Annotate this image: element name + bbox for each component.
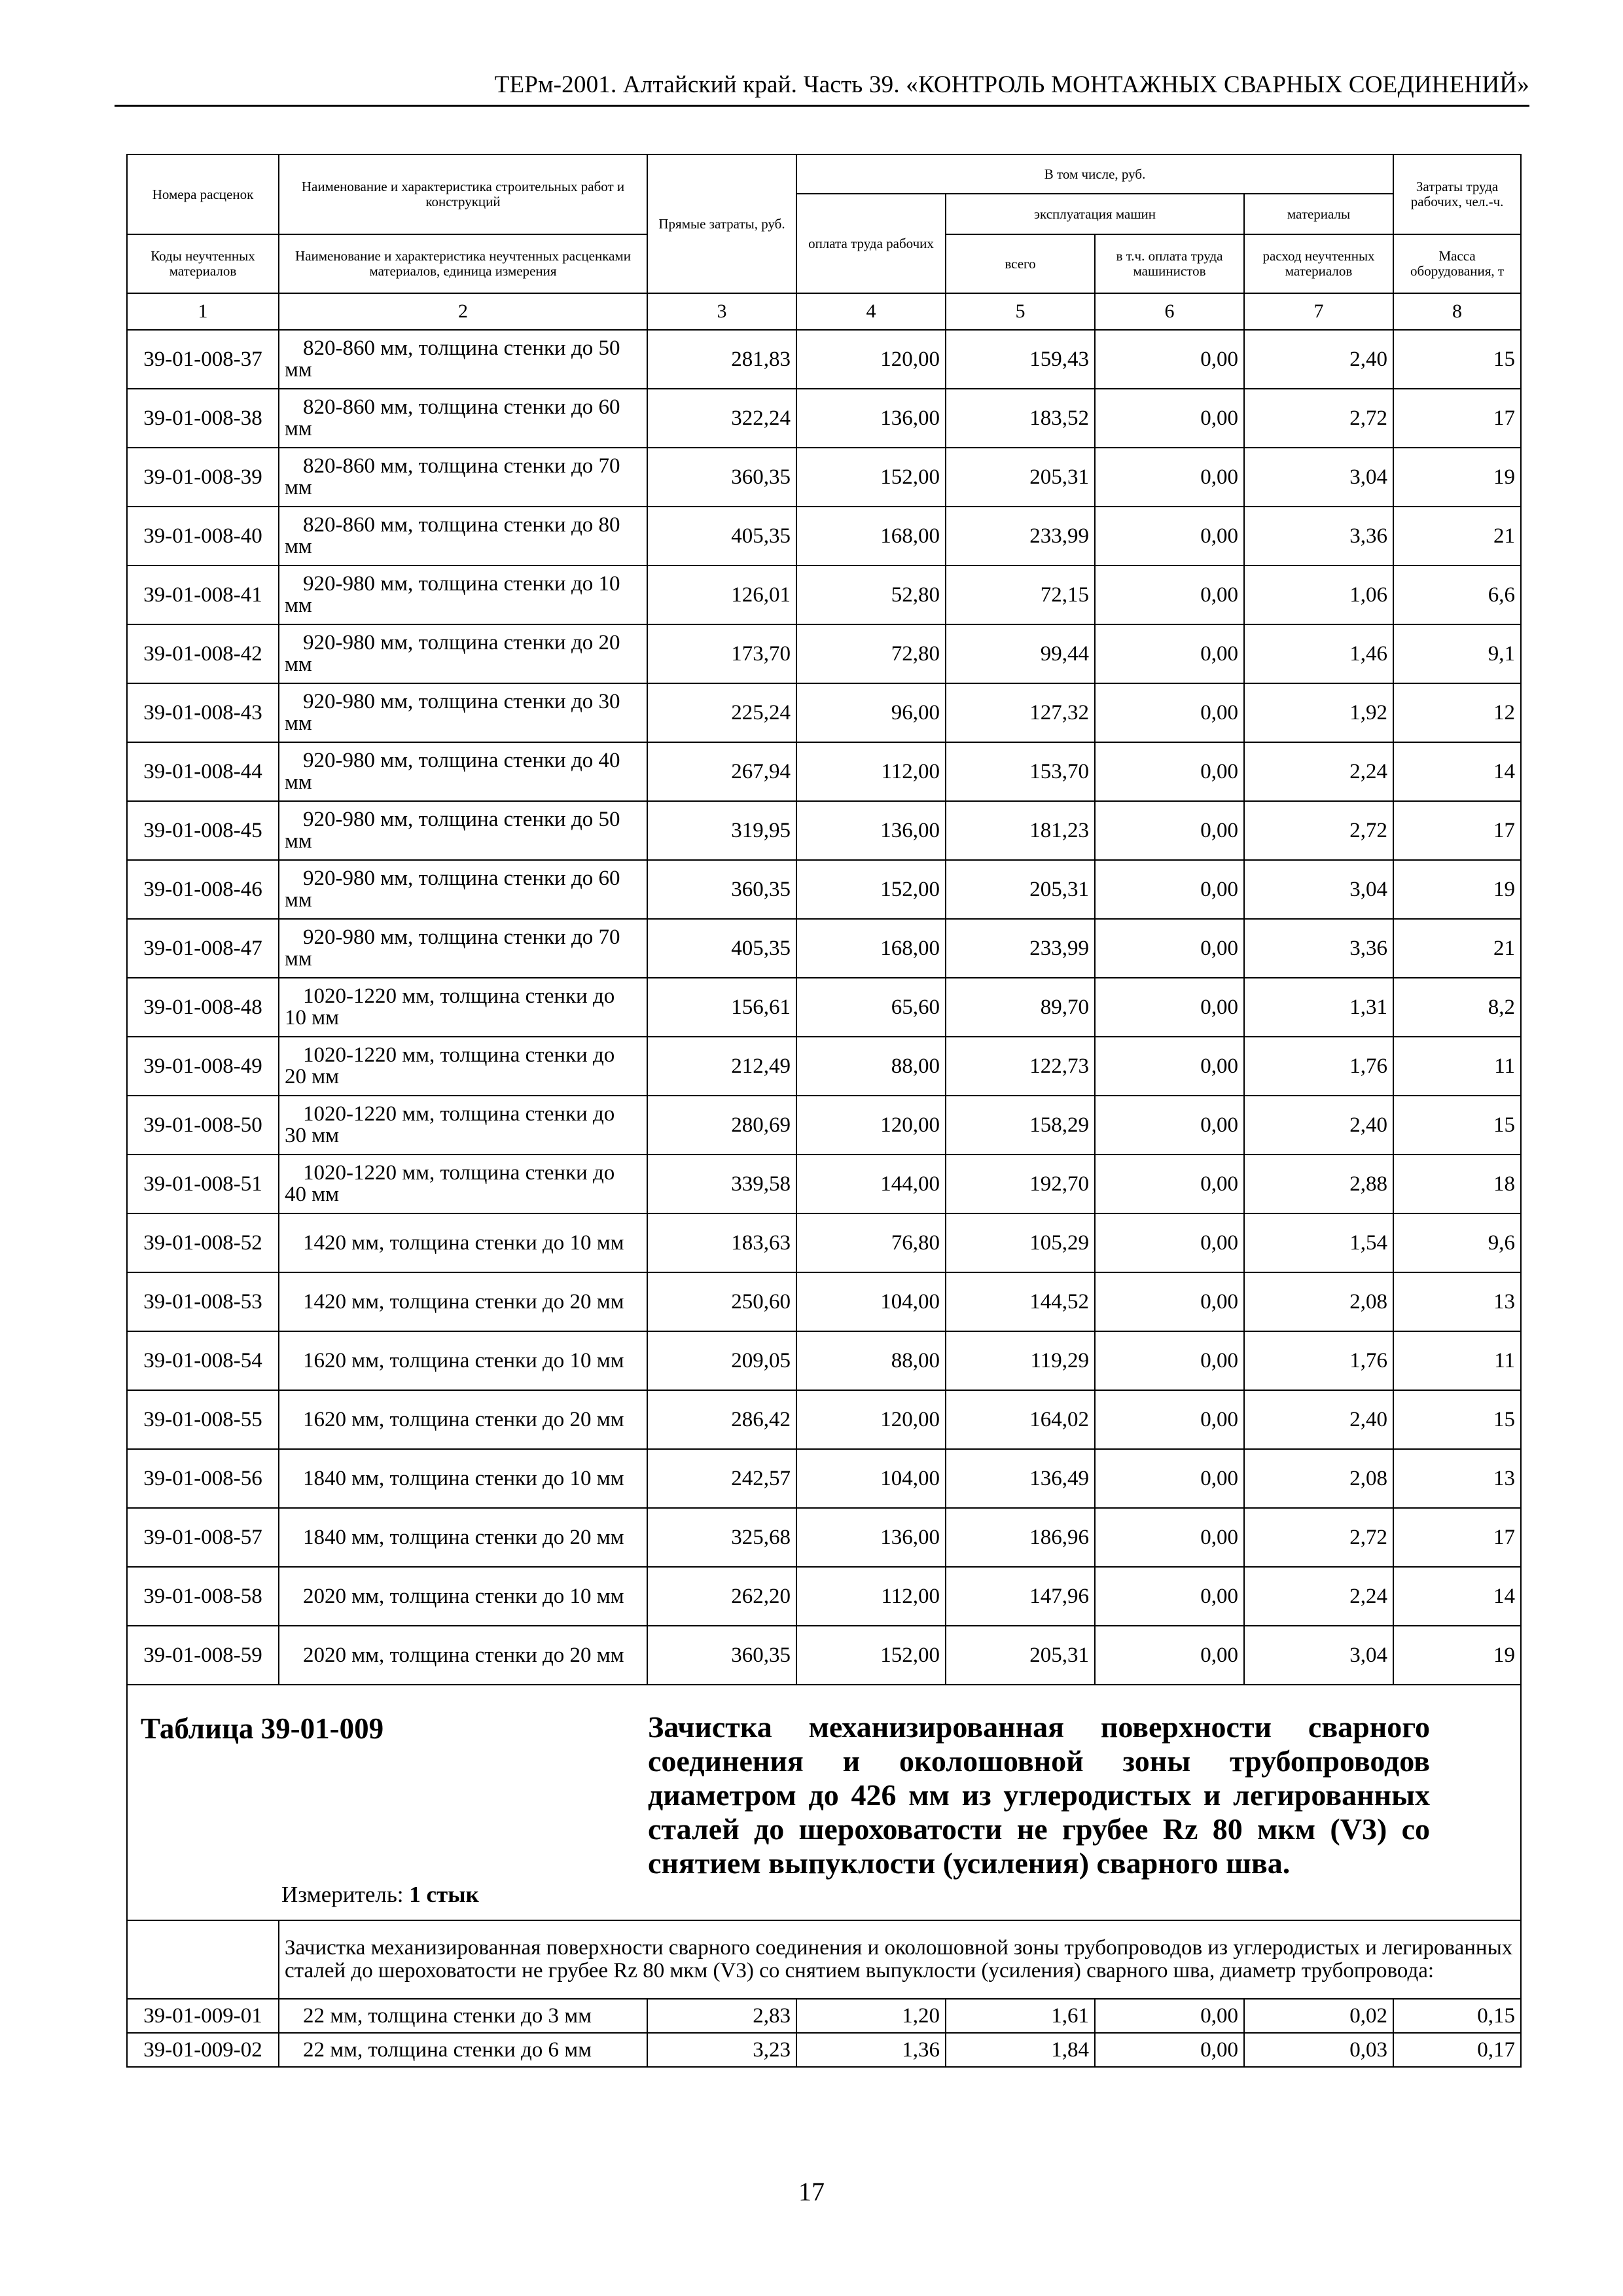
rate-code-cell: 39-01-008-59 <box>127 1626 279 1685</box>
labor-hours-cell: 11 <box>1393 1037 1521 1096</box>
materials-cost-cell: 1,46 <box>1244 624 1393 683</box>
direct-costs-cell: 156,61 <box>647 978 796 1037</box>
table-009-label: Таблица 39-01-009 <box>141 1712 384 1745</box>
rate-name-cell: 1840 мм, толщина стенки до 20 мм <box>279 1508 647 1567</box>
direct-costs-cell: 281,83 <box>647 330 796 389</box>
materials-cost-cell: 0,02 <box>1244 1999 1393 2033</box>
col-number: 8 <box>1393 293 1521 330</box>
rate-name-cell: 820-860 мм, толщина стенки до 80 мм <box>279 507 647 565</box>
table-row <box>127 978 1521 1037</box>
direct-costs-cell: 173,70 <box>647 624 796 683</box>
machine-total-cell: 233,99 <box>946 919 1095 978</box>
machine-total-cell: 89,70 <box>946 978 1095 1037</box>
rate-code-cell: 39-01-008-47 <box>127 919 279 978</box>
table-row <box>127 919 1521 978</box>
machine-total-cell: 159,43 <box>946 330 1095 389</box>
direct-costs-cell: 286,42 <box>647 1390 796 1449</box>
col-number: 3 <box>647 293 796 330</box>
direct-costs-cell: 322,24 <box>647 389 796 448</box>
machinist-pay-cell: 0,00 <box>1095 801 1244 860</box>
col-machine-operation: эксплуатация машин <box>946 194 1244 234</box>
labor-hours-cell: 17 <box>1393 1508 1521 1567</box>
col-number: 5 <box>946 293 1095 330</box>
meter-label: Измеритель: <box>281 1882 404 1907</box>
machinist-pay-cell: 0,00 <box>1095 448 1244 507</box>
labor-hours-cell: 14 <box>1393 742 1521 801</box>
rate-name-cell: 820-860 мм, толщина стенки до 50 мм <box>279 330 647 389</box>
labor-pay-cell: 168,00 <box>796 919 946 978</box>
labor-hours-cell: 14 <box>1393 1567 1521 1626</box>
machine-total-cell: 1,84 <box>946 2033 1095 2067</box>
materials-cost-cell: 2,08 <box>1244 1272 1393 1331</box>
machinist-pay-cell: 0,00 <box>1095 978 1244 1037</box>
rate-name-cell: 920-980 мм, толщина стенки до 10 мм <box>279 565 647 624</box>
rate-name-cell: 1620 мм, толщина стенки до 20 мм <box>279 1390 647 1449</box>
rate-code-cell: 39-01-008-48 <box>127 978 279 1037</box>
machinist-pay-cell: 0,00 <box>1095 860 1244 919</box>
materials-cost-cell: 2,72 <box>1244 1508 1393 1567</box>
table-row <box>127 507 1521 565</box>
rate-name-cell: 1420 мм, толщина стенки до 20 мм <box>279 1272 647 1331</box>
table-row <box>127 1272 1521 1331</box>
table-row <box>127 1390 1521 1449</box>
rate-code-cell: 39-01-008-41 <box>127 565 279 624</box>
labor-pay-cell: 88,00 <box>796 1331 946 1390</box>
table-row <box>127 2033 1521 2067</box>
machinist-pay-cell: 0,00 <box>1095 2033 1244 2067</box>
table-row <box>127 860 1521 919</box>
machinist-pay-cell: 0,00 <box>1095 1390 1244 1449</box>
machinist-pay-cell: 0,00 <box>1095 1331 1244 1390</box>
rate-name-cell: 22 мм, толщина стенки до 3 мм <box>279 1999 647 2033</box>
materials-cost-cell: 2,24 <box>1244 742 1393 801</box>
labor-hours-cell: 9,6 <box>1393 1213 1521 1272</box>
rate-code-cell: 39-01-009-01 <box>127 1999 279 2033</box>
materials-cost-cell: 1,06 <box>1244 565 1393 624</box>
direct-costs-cell: 2,83 <box>647 1999 796 2033</box>
machinist-pay-cell: 0,00 <box>1095 1037 1244 1096</box>
table-row <box>127 1096 1521 1155</box>
machinist-pay-cell: 0,00 <box>1095 919 1244 978</box>
table-row <box>127 448 1521 507</box>
rate-code-cell: 39-01-008-49 <box>127 1037 279 1096</box>
rate-name-cell: 920-980 мм, толщина стенки до 50 мм <box>279 801 647 860</box>
labor-hours-cell: 0,17 <box>1393 2033 1521 2067</box>
rate-code-cell: 39-01-008-50 <box>127 1096 279 1155</box>
direct-costs-cell: 250,60 <box>647 1272 796 1331</box>
rate-name-cell: 1840 мм, толщина стенки до 10 мм <box>279 1449 647 1508</box>
materials-cost-cell: 2,72 <box>1244 801 1393 860</box>
direct-costs-cell: 360,35 <box>647 1626 796 1685</box>
labor-pay-cell: 104,00 <box>796 1449 946 1508</box>
rate-code-cell: 39-01-008-40 <box>127 507 279 565</box>
col-machinist-pay: в т.ч. оплата труда машинистов <box>1095 234 1244 293</box>
rate-code-cell: 39-01-008-54 <box>127 1331 279 1390</box>
machine-total-cell: 192,70 <box>946 1155 1095 1213</box>
labor-pay-cell: 120,00 <box>796 1096 946 1155</box>
machinist-pay-cell: 0,00 <box>1095 389 1244 448</box>
col-work-name: Наименование и характеристика строительных работ и конструкций <box>279 154 647 234</box>
machinist-pay-cell: 0,00 <box>1095 1096 1244 1155</box>
rate-name-cell: 820-860 мм, толщина стенки до 70 мм <box>279 448 647 507</box>
header-rule <box>115 105 1529 107</box>
labor-hours-cell: 19 <box>1393 860 1521 919</box>
labor-pay-cell: 152,00 <box>796 448 946 507</box>
col-number: 6 <box>1095 293 1244 330</box>
table-row <box>127 330 1521 389</box>
rate-name-cell: 920-980 мм, толщина стенки до 20 мм <box>279 624 647 683</box>
labor-pay-cell: 144,00 <box>796 1155 946 1213</box>
labor-hours-cell: 21 <box>1393 507 1521 565</box>
rate-code-cell: 39-01-008-44 <box>127 742 279 801</box>
labor-hours-cell: 15 <box>1393 1096 1521 1155</box>
direct-costs-cell: 209,05 <box>647 1331 796 1390</box>
machinist-pay-cell: 0,00 <box>1095 1999 1244 2033</box>
direct-costs-cell: 360,35 <box>647 860 796 919</box>
machinist-pay-cell: 0,00 <box>1095 1626 1244 1685</box>
rate-code-cell: 39-01-008-37 <box>127 330 279 389</box>
labor-hours-cell: 11 <box>1393 1331 1521 1390</box>
labor-pay-cell: 152,00 <box>796 860 946 919</box>
col-number: 4 <box>796 293 946 330</box>
machinist-pay-cell: 0,00 <box>1095 1213 1244 1272</box>
rate-name-cell: 920-980 мм, толщина стенки до 70 мм <box>279 919 647 978</box>
direct-costs-cell: 212,49 <box>647 1037 796 1096</box>
col-number: 1 <box>127 293 279 330</box>
rate-code-cell: 39-01-008-45 <box>127 801 279 860</box>
machinist-pay-cell: 0,00 <box>1095 1567 1244 1626</box>
machine-total-cell: 1,61 <box>946 1999 1095 2033</box>
machine-total-cell: 99,44 <box>946 624 1095 683</box>
rate-code-cell: 39-01-008-55 <box>127 1390 279 1449</box>
labor-pay-cell: 112,00 <box>796 1567 946 1626</box>
labor-pay-cell: 136,00 <box>796 1508 946 1567</box>
labor-pay-cell: 104,00 <box>796 1272 946 1331</box>
table-row <box>127 1626 1521 1685</box>
materials-cost-cell: 3,04 <box>1244 448 1393 507</box>
desc-empty-cell <box>127 1920 279 1999</box>
table-row <box>127 1331 1521 1390</box>
labor-pay-cell: 1,20 <box>796 1999 946 2033</box>
labor-pay-cell: 88,00 <box>796 1037 946 1096</box>
machinist-pay-cell: 0,00 <box>1095 1155 1244 1213</box>
labor-hours-cell: 15 <box>1393 330 1521 389</box>
table-row <box>127 1213 1521 1272</box>
rate-name-cell: 1620 мм, толщина стенки до 10 мм <box>279 1331 647 1390</box>
direct-costs-cell: 280,69 <box>647 1096 796 1155</box>
machine-total-cell: 127,32 <box>946 683 1095 742</box>
table-row <box>127 1155 1521 1213</box>
col-material-codes: Коды неучтенных материалов <box>127 234 279 293</box>
materials-cost-cell: 2,40 <box>1244 1096 1393 1155</box>
labor-hours-cell: 12 <box>1393 683 1521 742</box>
machine-total-cell: 119,29 <box>946 1331 1095 1390</box>
materials-cost-cell: 3,36 <box>1244 919 1393 978</box>
labor-hours-cell: 8,2 <box>1393 978 1521 1037</box>
rate-name-cell: 1020-1220 мм, толщина стенки до 10 мм <box>279 978 647 1037</box>
labor-pay-cell: 72,80 <box>796 624 946 683</box>
machine-total-cell: 153,70 <box>946 742 1095 801</box>
direct-costs-cell: 405,35 <box>647 507 796 565</box>
col-number: 7 <box>1244 293 1393 330</box>
rate-code-cell: 39-01-008-51 <box>127 1155 279 1213</box>
direct-costs-cell: 3,23 <box>647 2033 796 2067</box>
rate-name-cell: 2020 мм, толщина стенки до 10 мм <box>279 1567 647 1626</box>
labor-hours-cell: 18 <box>1393 1155 1521 1213</box>
rate-name-cell: 820-860 мм, толщина стенки до 60 мм <box>279 389 647 448</box>
machine-total-cell: 205,31 <box>946 448 1095 507</box>
materials-cost-cell: 1,76 <box>1244 1037 1393 1096</box>
col-number: 2 <box>279 293 647 330</box>
machine-total-cell: 136,49 <box>946 1449 1095 1508</box>
machinist-pay-cell: 0,00 <box>1095 1449 1244 1508</box>
rate-name-cell: 920-980 мм, толщина стенки до 30 мм <box>279 683 647 742</box>
col-including: В том числе, руб. <box>796 154 1393 194</box>
materials-cost-cell: 3,36 <box>1244 507 1393 565</box>
table-row <box>127 683 1521 742</box>
labor-hours-cell: 21 <box>1393 919 1521 978</box>
machine-total-cell: 183,52 <box>946 389 1095 448</box>
rate-code-cell: 39-01-008-52 <box>127 1213 279 1272</box>
labor-pay-cell: 136,00 <box>796 801 946 860</box>
direct-costs-cell: 360,35 <box>647 448 796 507</box>
labor-pay-cell: 96,00 <box>796 683 946 742</box>
direct-costs-cell: 242,57 <box>647 1449 796 1508</box>
table-row <box>127 389 1521 448</box>
direct-costs-cell: 183,63 <box>647 1213 796 1272</box>
labor-pay-cell: 120,00 <box>796 330 946 389</box>
machine-total-cell: 122,73 <box>946 1037 1095 1096</box>
machine-total-cell: 72,15 <box>946 565 1095 624</box>
table-row <box>127 801 1521 860</box>
machine-total-cell: 164,02 <box>946 1390 1095 1449</box>
rate-name-cell: 1020-1220 мм, толщина стенки до 20 мм <box>279 1037 647 1096</box>
machinist-pay-cell: 0,00 <box>1095 507 1244 565</box>
labor-hours-cell: 13 <box>1393 1272 1521 1331</box>
machine-total-cell: 205,31 <box>946 1626 1095 1685</box>
machine-total-cell: 105,29 <box>946 1213 1095 1272</box>
rate-code-cell: 39-01-008-56 <box>127 1449 279 1508</box>
rate-code-cell: 39-01-008-42 <box>127 624 279 683</box>
labor-pay-cell: 152,00 <box>796 1626 946 1685</box>
table-row <box>127 1037 1521 1096</box>
labor-hours-cell: 19 <box>1393 448 1521 507</box>
machinist-pay-cell: 0,00 <box>1095 742 1244 801</box>
materials-cost-cell: 1,76 <box>1244 1331 1393 1390</box>
rate-name-cell: 1420 мм, толщина стенки до 10 мм <box>279 1213 647 1272</box>
materials-cost-cell: 2,40 <box>1244 1390 1393 1449</box>
labor-hours-cell: 19 <box>1393 1626 1521 1685</box>
rate-code-cell: 39-01-008-53 <box>127 1272 279 1331</box>
machine-total-cell: 181,23 <box>946 801 1095 860</box>
materials-cost-cell: 1,31 <box>1244 978 1393 1037</box>
labor-hours-cell: 0,15 <box>1393 1999 1521 2033</box>
rate-code-cell: 39-01-008-43 <box>127 683 279 742</box>
labor-pay-cell: 76,80 <box>796 1213 946 1272</box>
labor-pay-cell: 1,36 <box>796 2033 946 2067</box>
machinist-pay-cell: 0,00 <box>1095 565 1244 624</box>
materials-cost-cell: 1,54 <box>1244 1213 1393 1272</box>
machine-total-cell: 158,29 <box>946 1096 1095 1155</box>
machine-total-cell: 205,31 <box>946 860 1095 919</box>
machinist-pay-cell: 0,00 <box>1095 330 1244 389</box>
rate-name-cell: 22 мм, толщина стенки до 6 мм <box>279 2033 647 2067</box>
col-equipment-mass: Масса оборудования, т <box>1393 234 1521 293</box>
col-direct-costs: Прямые затраты, руб. <box>647 154 796 293</box>
running-header: ТЕРм-2001. Алтайский край. Часть 39. «КОНТРОЛЬ МОНТАЖНЫХ СВАРНЫХ СОЕДИНЕНИЙ» <box>494 71 1529 98</box>
machinist-pay-cell: 0,00 <box>1095 624 1244 683</box>
rate-code-cell: 39-01-008-58 <box>127 1567 279 1626</box>
labor-pay-cell: 136,00 <box>796 389 946 448</box>
direct-costs-cell: 325,68 <box>647 1508 796 1567</box>
labor-hours-cell: 6,6 <box>1393 565 1521 624</box>
direct-costs-cell: 319,95 <box>647 801 796 860</box>
rates-table <box>126 154 1522 2068</box>
rate-code-cell: 39-01-008-46 <box>127 860 279 919</box>
materials-cost-cell: 1,92 <box>1244 683 1393 742</box>
table-row <box>127 624 1521 683</box>
materials-cost-cell: 2,88 <box>1244 1155 1393 1213</box>
materials-cost-cell: 0,03 <box>1244 2033 1393 2067</box>
table-row <box>127 1567 1521 1626</box>
direct-costs-cell: 225,24 <box>647 683 796 742</box>
labor-pay-cell: 168,00 <box>796 507 946 565</box>
labor-hours-cell: 17 <box>1393 801 1521 860</box>
rate-name-cell: 2020 мм, толщина стенки до 20 мм <box>279 1626 647 1685</box>
table-row <box>127 565 1521 624</box>
rate-name-cell: 1020-1220 мм, толщина стенки до 30 мм <box>279 1096 647 1155</box>
labor-pay-cell: 112,00 <box>796 742 946 801</box>
labor-pay-cell: 65,60 <box>796 978 946 1037</box>
materials-cost-cell: 2,08 <box>1244 1449 1393 1508</box>
materials-cost-cell: 2,40 <box>1244 330 1393 389</box>
materials-cost-cell: 3,04 <box>1244 1626 1393 1685</box>
rate-name-cell: 1020-1220 мм, толщина стенки до 40 мм <box>279 1155 647 1213</box>
direct-costs-cell: 262,20 <box>647 1567 796 1626</box>
labor-hours-cell: 9,1 <box>1393 624 1521 683</box>
direct-costs-cell: 126,01 <box>647 565 796 624</box>
table-009-meter <box>281 1882 479 1908</box>
table-009-title: Зачистка механизированная поверхности сварного соединения и околошовной зоны трубопроводов диаметром до 426 мм из углеродистых и легированных сталей до шероховатости не грубее Rz 80 мкм (V3) со снятием выпуклости (усиления) сварного шва. <box>648 1710 1430 1880</box>
table-row <box>127 742 1521 801</box>
labor-pay-cell: 52,80 <box>796 565 946 624</box>
machinist-pay-cell: 0,00 <box>1095 683 1244 742</box>
materials-cost-cell: 2,24 <box>1244 1567 1393 1626</box>
machine-total-cell: 147,96 <box>946 1567 1095 1626</box>
machine-total-cell: 144,52 <box>946 1272 1095 1331</box>
rate-name-cell: 920-980 мм, толщина стенки до 40 мм <box>279 742 647 801</box>
col-machine-total: всего <box>946 234 1095 293</box>
labor-hours-cell: 17 <box>1393 389 1521 448</box>
table-row <box>127 1999 1521 2033</box>
table-009-description: Зачистка механизированная поверхности сварного соединения и околошовной зоны трубопроводов из углеродистых и легированных сталей до шероховатости не грубее Rz 80 мкм (V3) со снятием выпуклости (усиления) сварного шва, диаметр трубопровода: <box>279 1920 1521 1999</box>
rate-code-cell: 39-01-008-38 <box>127 389 279 448</box>
machinist-pay-cell: 0,00 <box>1095 1508 1244 1567</box>
meter-value: 1 стык <box>409 1882 479 1907</box>
rate-name-cell: 920-980 мм, толщина стенки до 60 мм <box>279 860 647 919</box>
table-row <box>127 1449 1521 1508</box>
col-labor-costs: Затраты труда рабочих, чел.-ч. <box>1393 154 1521 234</box>
col-labor-pay: оплата труда рабочих <box>796 194 946 293</box>
rate-code-cell: 39-01-008-57 <box>127 1508 279 1567</box>
col-materials: материалы <box>1244 194 1393 234</box>
labor-hours-cell: 13 <box>1393 1449 1521 1508</box>
rate-code-cell: 39-01-009-02 <box>127 2033 279 2067</box>
labor-pay-cell: 120,00 <box>796 1390 946 1449</box>
rate-code-cell: 39-01-008-39 <box>127 448 279 507</box>
direct-costs-cell: 339,58 <box>647 1155 796 1213</box>
col-material-names: Наименование и характеристика неучтенных расценками материалов, единица измерения <box>279 234 647 293</box>
direct-costs-cell: 267,94 <box>647 742 796 801</box>
machine-total-cell: 186,96 <box>946 1508 1095 1567</box>
labor-hours-cell: 15 <box>1393 1390 1521 1449</box>
table-row <box>127 1508 1521 1567</box>
col-materials-consumption: расход неучтенных материалов <box>1244 234 1393 293</box>
materials-cost-cell: 3,04 <box>1244 860 1393 919</box>
direct-costs-cell: 405,35 <box>647 919 796 978</box>
col-rate-numbers: Номера расценок <box>127 154 279 234</box>
machinist-pay-cell: 0,00 <box>1095 1272 1244 1331</box>
materials-cost-cell: 2,72 <box>1244 389 1393 448</box>
machine-total-cell: 233,99 <box>946 507 1095 565</box>
page-number: 17 <box>798 2177 825 2206</box>
